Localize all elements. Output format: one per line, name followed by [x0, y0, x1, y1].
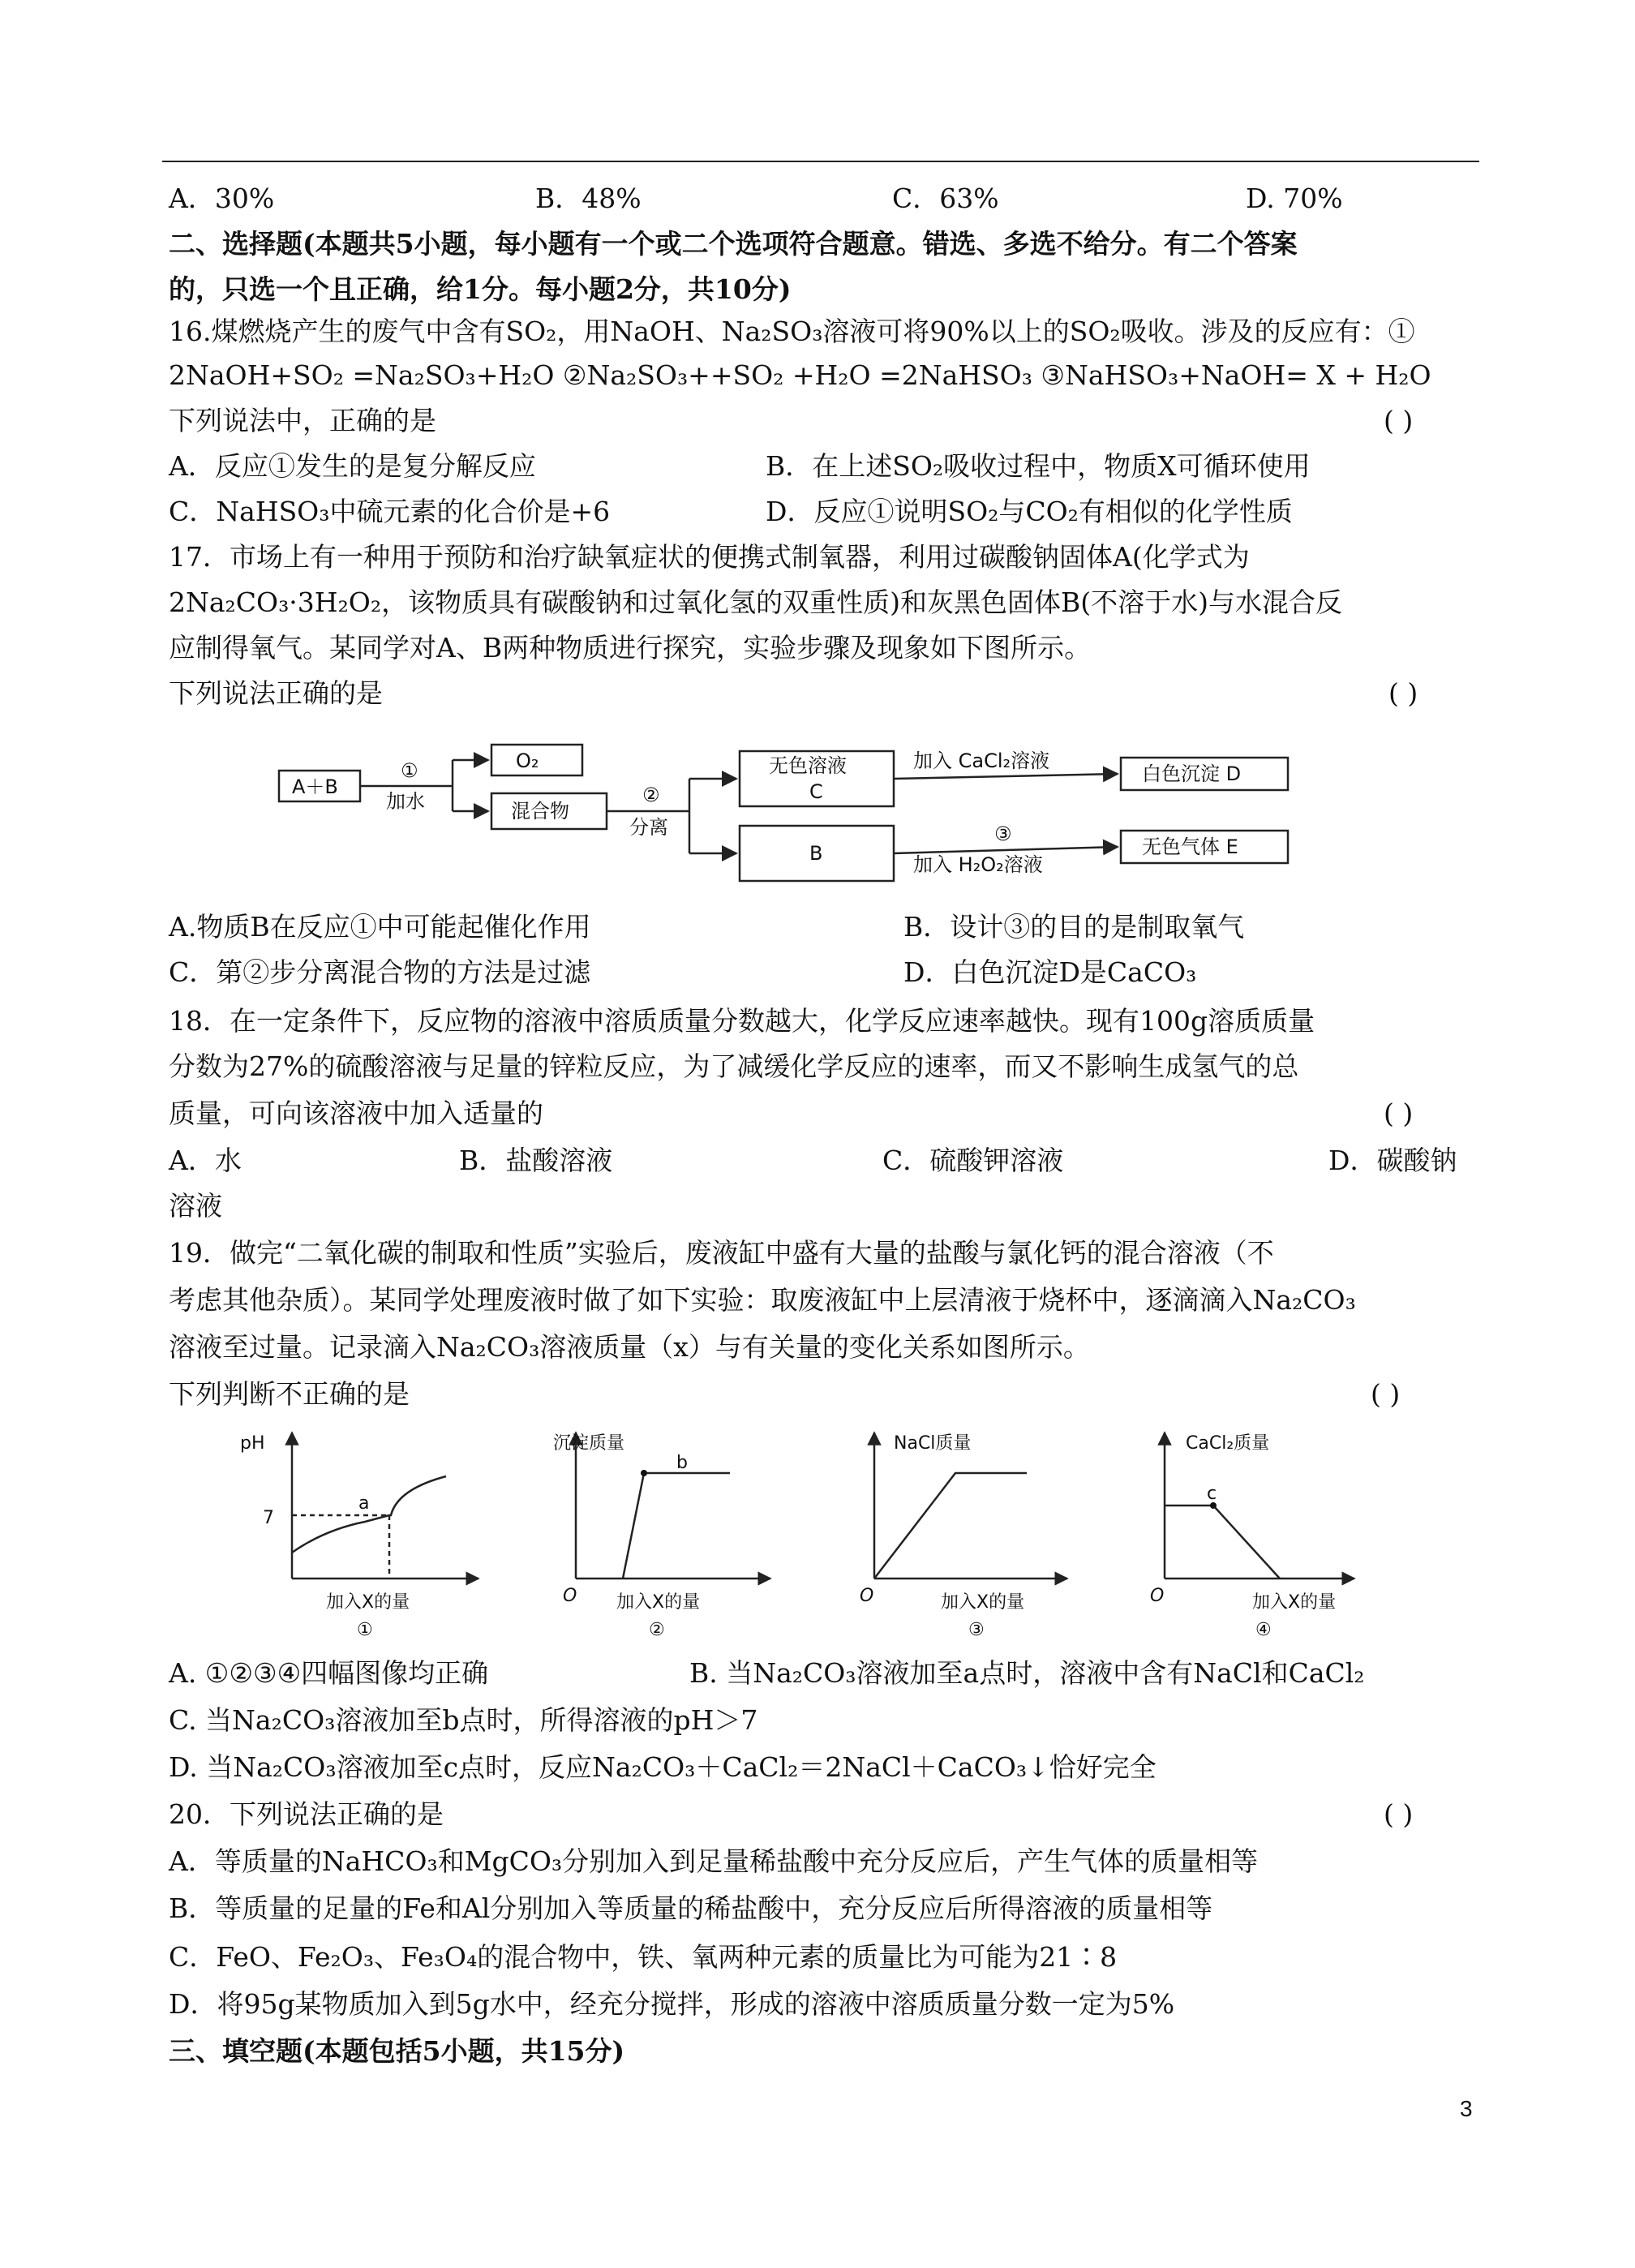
graph-precipitate-ylabel: 沉淀质量	[553, 1433, 625, 1454]
q16-option-c: C．NaHSO₃中硫元素的化合价是+6	[169, 496, 611, 527]
q18-stem-line1: 18．在一定条件下，反应物的溶液中溶质质量分数越大，化学反应速率越快。现有100g溶质质量	[169, 1005, 1315, 1037]
q18-option-c: C．硫酸钾溶液	[882, 1145, 1064, 1176]
q18-option-a: A．水	[169, 1145, 242, 1176]
q18-option-d-continued: 溶液	[169, 1190, 222, 1222]
q20-option-d: D．将95g某物质加入到5g水中，经充分搅拌，形成的溶液中溶质质量分数一定为5%	[169, 1988, 1175, 2020]
q16-stem-line3: 下列说法中，正确的是	[169, 405, 436, 436]
graph-nacl-ylabel: NaCl质量	[894, 1433, 972, 1454]
flow-label-ab: A＋B	[292, 775, 338, 798]
flow-label-step1-num: ①	[401, 759, 418, 782]
q16-answer-paren: ( )	[1384, 405, 1414, 436]
q17-answer-paren: ( )	[1388, 677, 1418, 709]
graph-ph-xlabel: 加入X的量	[326, 1592, 410, 1613]
flow-label-solution: 无色溶液	[769, 754, 847, 777]
q15-option-a: A．30%	[169, 183, 275, 214]
q18-answer-paren: ( )	[1384, 1097, 1414, 1129]
q16-option-a: A．反应①发生的是复分解反应	[169, 450, 536, 482]
q16-option-d: D．反应①说明SO₂与CO₂有相似的化学性质	[766, 496, 1293, 527]
q15-option-c: C．63%	[892, 183, 999, 214]
flow-label-b: B	[809, 842, 823, 865]
q17-option-d: D．白色沉淀D是CaCO₃	[903, 956, 1197, 988]
section3-heading: 三、填空题(本题包括5小题，共15分)	[169, 2035, 625, 2067]
q20-answer-paren: ( )	[1384, 1798, 1414, 1830]
q17-option-a: A.物质B在反应①中可能起催化作用	[169, 911, 591, 943]
flow-label-o2: O₂	[516, 750, 539, 772]
q19-stem-line4: 下列判断不正确的是	[169, 1378, 410, 1410]
flow-label-c: C	[809, 780, 823, 803]
q17-stem-line3: 应制得氧气。某同学对A、B两种物质进行探究，实验步骤及现象如下图所示。	[169, 632, 1092, 664]
q17-option-c: C．第②步分离混合物的方法是过滤	[169, 956, 591, 988]
q20-option-b: B．等质量的足量的Fe和Al分别加入等质量的稀盐酸中，充分反应后所得溶液的质量相等	[169, 1892, 1213, 1924]
q18-option-b: B．盐酸溶液	[459, 1145, 613, 1176]
graph-cacl2-xlabel: 加入X的量	[1252, 1592, 1337, 1613]
q19-option-b: B. 当Na₂CO₃溶液加至a点时，溶液中含有NaCl和CaCl₂	[689, 1657, 1365, 1689]
graph-ph	[292, 1433, 478, 1579]
graph-precipitate-xlabel: 加入X的量	[616, 1592, 701, 1613]
q16-stem-line2: 2NaOH+SO₂ =Na₂SO₃+H₂O ②Na₂SO₃++SO₂ +H₂O =2NaHSO₃ ③NaHSO₃+NaOH= X + H₂O	[169, 359, 1431, 391]
q20-stem: 20．下列说法正确的是	[169, 1798, 444, 1830]
flow-label-precipitate: 白色沉淀 D	[1142, 762, 1242, 785]
graph-nacl-origin: O	[860, 1586, 874, 1606]
q19-option-a: A. ①②③④四幅图像均正确	[169, 1657, 489, 1689]
graph-cacl2	[1165, 1433, 1354, 1579]
q19-stem-line3: 溶液至过量。记录滴入Na₂CO₃溶液质量（x）与有关量的变化关系如图所示。	[169, 1331, 1090, 1363]
q19-graphs	[235, 1424, 1387, 1643]
q19-option-d: D. 当Na₂CO₃溶液加至c点时，反应Na₂CO₃＋CaCl₂＝2NaCl＋CaCO₃↓恰好完全	[169, 1751, 1157, 1783]
section2-heading-line1: 二、选择题(本题共5小题，每小题有一个或二个选项符合题意。错选、多选不给分。有二个答案	[169, 228, 1298, 260]
graph-precipitate	[576, 1433, 770, 1579]
q18-stem-line2: 分数为27%的硫酸溶液与足量的锌粒反应，为了减缓化学反应的速率，而又不影响生成氢气的总	[169, 1050, 1299, 1082]
graph-nacl-num: ③	[968, 1620, 985, 1640]
graph-precipitate-origin: O	[563, 1586, 577, 1606]
graph-cacl2-point-c-label: c	[1207, 1484, 1217, 1504]
graph-ph-point-a: a	[358, 1493, 370, 1514]
q20-option-c: C．FeO、Fe₂O₃、Fe₃O₄的混合物中，铁、氧两种元素的质量比为可能为21∶8	[169, 1941, 1118, 1973]
flow-label-step1: 加水	[386, 790, 425, 813]
top-rule	[162, 161, 1479, 162]
q18-option-d: D．碳酸钠	[1328, 1145, 1457, 1176]
q20-option-a: A．等质量的NaHCO₃和MgCO₃分别加入到足量稀盐酸中充分反应后，产生气体的质量相等	[169, 1845, 1259, 1877]
graph-ph-num: ①	[357, 1620, 373, 1640]
q16-option-b: B．在上述SO₂吸收过程中，物质X可循环使用	[766, 450, 1311, 482]
graph-cacl2-ylabel: CaCl₂质量	[1186, 1433, 1270, 1454]
q19-answer-paren: ( )	[1371, 1378, 1401, 1410]
q19-stem-line1: 19．做完“二氧化碳的制取和性质”实验后，废液缸中盛有大量的盐酸与氯化钙的混合溶液（不	[169, 1237, 1274, 1269]
graph-nacl-xlabel: 加入X的量	[941, 1592, 1025, 1613]
q17-stem-line1: 17．市场上有一种用于预防和治疗缺氧症状的便携式制氧器，利用过碳酸钠固体A(化学式为	[169, 541, 1250, 573]
graph-precipitate-num: ②	[649, 1620, 665, 1640]
flow-label-add-h2o2: 加入 H₂O₂溶液	[913, 853, 1043, 876]
q18-stem-line3: 质量，可向该溶液中加入适量的	[169, 1097, 543, 1129]
page-number: 3	[1460, 2096, 1473, 2121]
flow-label-add-cacl2: 加入 CaCl₂溶液	[913, 750, 1050, 772]
graph-precipitate-point-b	[641, 1470, 647, 1476]
q17-stem-line2: 2Na₂CO₃·3H₂O₂，该物质具有碳酸钠和过氧化氢的双重性质)和灰黑色固体B(不溶于水)与水混合反	[169, 586, 1342, 618]
q16-stem-line1: 16.煤燃烧产生的废气中含有SO₂，用NaOH、Na₂SO₃溶液可将90%以上的SO₂吸收。涉及的反应有：①	[169, 316, 1415, 347]
q19-option-c: C. 当Na₂CO₃溶液加至b点时，所得溶液的pH＞7	[169, 1704, 758, 1736]
q15-option-b: B．48%	[535, 183, 642, 214]
graph-ph-ylabel: pH	[240, 1433, 265, 1454]
q19-stem-line2: 考虑其他杂质）。某同学处理废液时做了如下实验：取废液缸中上层清液于烧杯中，逐滴滴入Na₂CO₃	[169, 1284, 1356, 1316]
flow-label-gas: 无色气体 E	[1142, 835, 1238, 858]
flow-label-step2: 分离	[629, 816, 668, 839]
flow-label-step3-num: ③	[994, 823, 1012, 845]
graph-cacl2-origin: O	[1150, 1586, 1165, 1606]
flow-label-mixture: 混合物	[511, 800, 569, 823]
q17-flow-diagram	[268, 730, 1322, 892]
flow-label-step2-num: ②	[642, 784, 660, 806]
graph-ph-y7: 7	[263, 1508, 274, 1528]
graph-nacl	[874, 1433, 1067, 1579]
section2-heading-line2: 的，只选一个且正确，给1分。每小题2分，共10分)	[169, 273, 792, 305]
graph-cacl2-num: ④	[1255, 1620, 1272, 1640]
q17-option-b: B．设计③的目的是制取氧气	[903, 911, 1245, 943]
q17-stem-line4: 下列说法正确的是	[169, 677, 383, 709]
graph-precipitate-point-b-label: b	[676, 1453, 688, 1473]
q15-option-d: D. 70%	[1246, 183, 1343, 214]
